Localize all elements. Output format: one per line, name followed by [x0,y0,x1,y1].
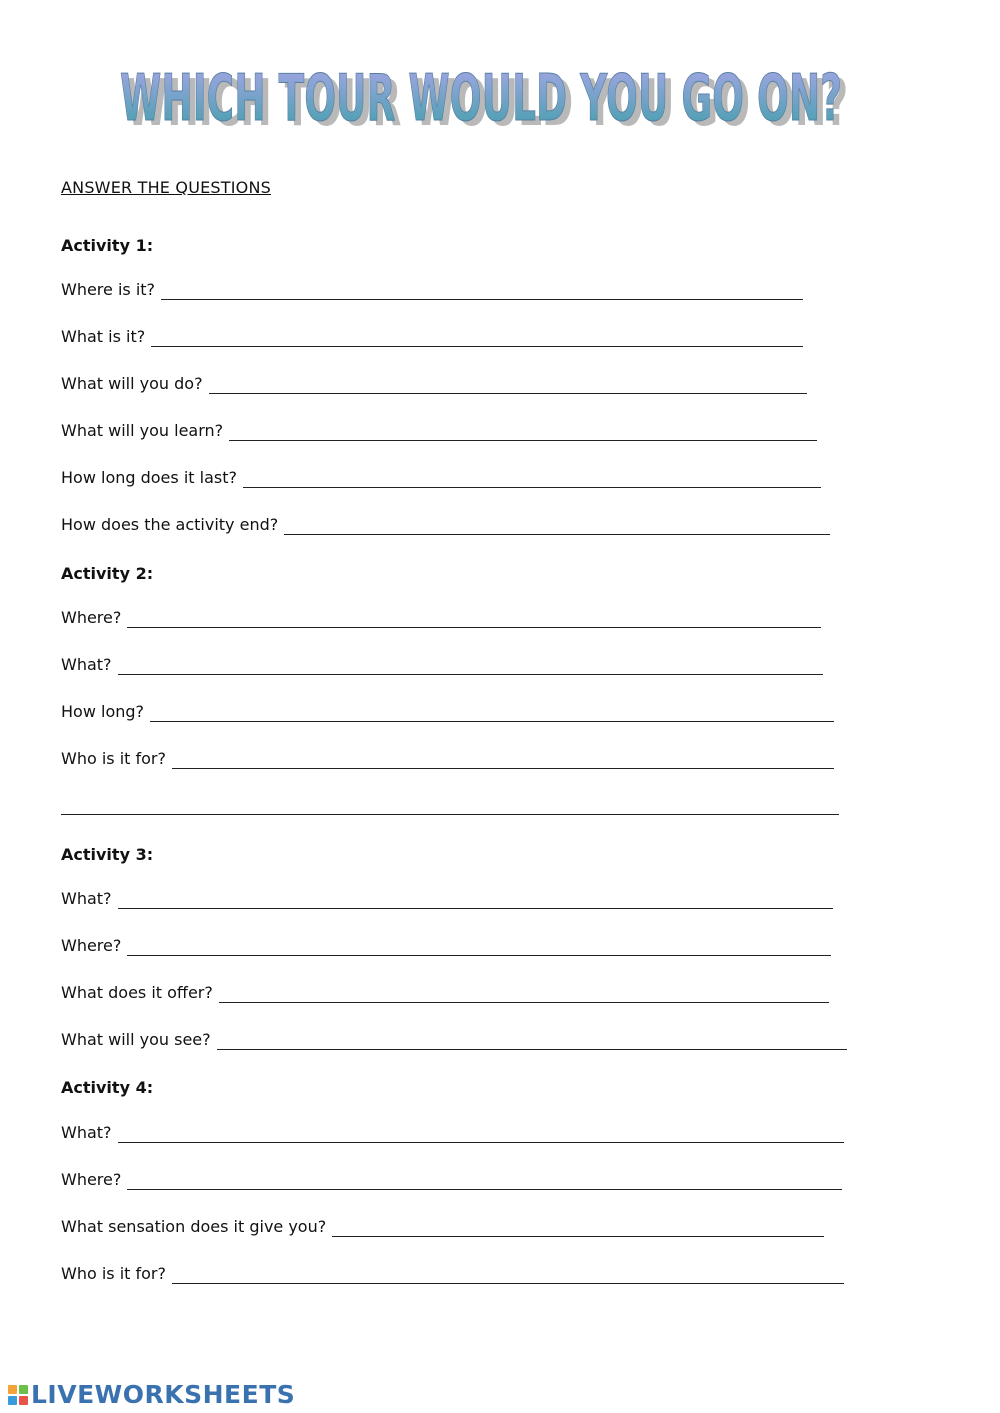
question-label: How does the activity end? [61,515,279,534]
logo-blocks-icon [8,1385,28,1405]
question-label: How long does it last? [61,468,237,487]
answer-field[interactable] [243,469,821,488]
worksheet-title [110,45,870,155]
liveworksheets-logo[interactable] [8,1380,295,1409]
answer-field[interactable] [118,1124,844,1143]
question-row [61,1217,824,1241]
question-row [61,936,831,960]
question-label: What sensation does it give you? [61,1217,327,1236]
question-row [61,1264,844,1288]
answer-field[interactable] [127,609,821,628]
question-row [61,1170,842,1194]
question-row [61,1123,844,1147]
question-row [61,655,823,679]
answer-field[interactable] [172,1265,844,1284]
question-row [61,749,834,773]
question-label: Where is it? [61,280,156,299]
question-row [61,608,821,632]
answer-field[interactable] [161,281,803,300]
question-label: What will you learn? [61,421,224,440]
instruction-heading: ANSWER THE QUESTIONS [61,178,271,197]
title-text: WHICH TOUR WOULD YOU GO ON? [120,62,842,136]
question-row [61,983,829,1007]
logo-block [19,1385,28,1394]
question-row [61,468,821,492]
question-row [61,889,833,913]
question-label: Where? [61,936,122,955]
question-row [61,374,807,398]
activity-2-heading: Activity 2: [61,564,154,583]
question-label: What will you do? [61,374,203,393]
activity-3-heading: Activity 3: [61,845,154,864]
question-label: Who is it for? [61,749,166,768]
question-label: Where? [61,1170,122,1189]
answer-field[interactable] [284,516,830,535]
question-label: Who is it for? [61,1264,166,1283]
logo-block [8,1385,17,1394]
question-label: Where? [61,608,122,627]
answer-field[interactable] [209,375,807,394]
answer-field[interactable] [172,750,834,769]
answer-field[interactable] [219,984,829,1003]
answer-field[interactable] [217,1031,847,1050]
answer-field[interactable] [118,890,833,909]
question-row-continuation [61,796,839,820]
question-label: What does it offer? [61,983,213,1002]
answer-field[interactable] [332,1218,824,1237]
brand-name: LIVEWORKSHEETS [31,1380,296,1409]
activity-1-heading: Activity 1: [61,236,154,255]
answer-field[interactable] [150,703,834,722]
question-label: How long? [61,702,145,721]
activity-4-heading: Activity 4: [61,1078,154,1097]
title-shadow: WHICH TOUR WOULD YOU GO ON? [126,67,848,141]
answer-field-continuation[interactable] [61,796,839,815]
question-row [61,280,803,304]
question-label: What will you see? [61,1030,211,1049]
question-row [61,1030,847,1054]
question-row [61,702,834,726]
answer-field[interactable] [127,1171,842,1190]
question-row [61,421,817,445]
answer-field[interactable] [151,328,803,347]
question-label: What? [61,1123,112,1142]
answer-field[interactable] [127,937,831,956]
question-row [61,327,803,351]
question-row [61,515,830,539]
title-wordart [110,45,870,155]
logo-block [8,1396,17,1405]
answer-field[interactable] [229,422,817,441]
answer-field[interactable] [118,656,823,675]
question-label: What? [61,889,112,908]
question-label: What is it? [61,327,146,346]
logo-block [19,1396,28,1405]
question-label: What? [61,655,112,674]
